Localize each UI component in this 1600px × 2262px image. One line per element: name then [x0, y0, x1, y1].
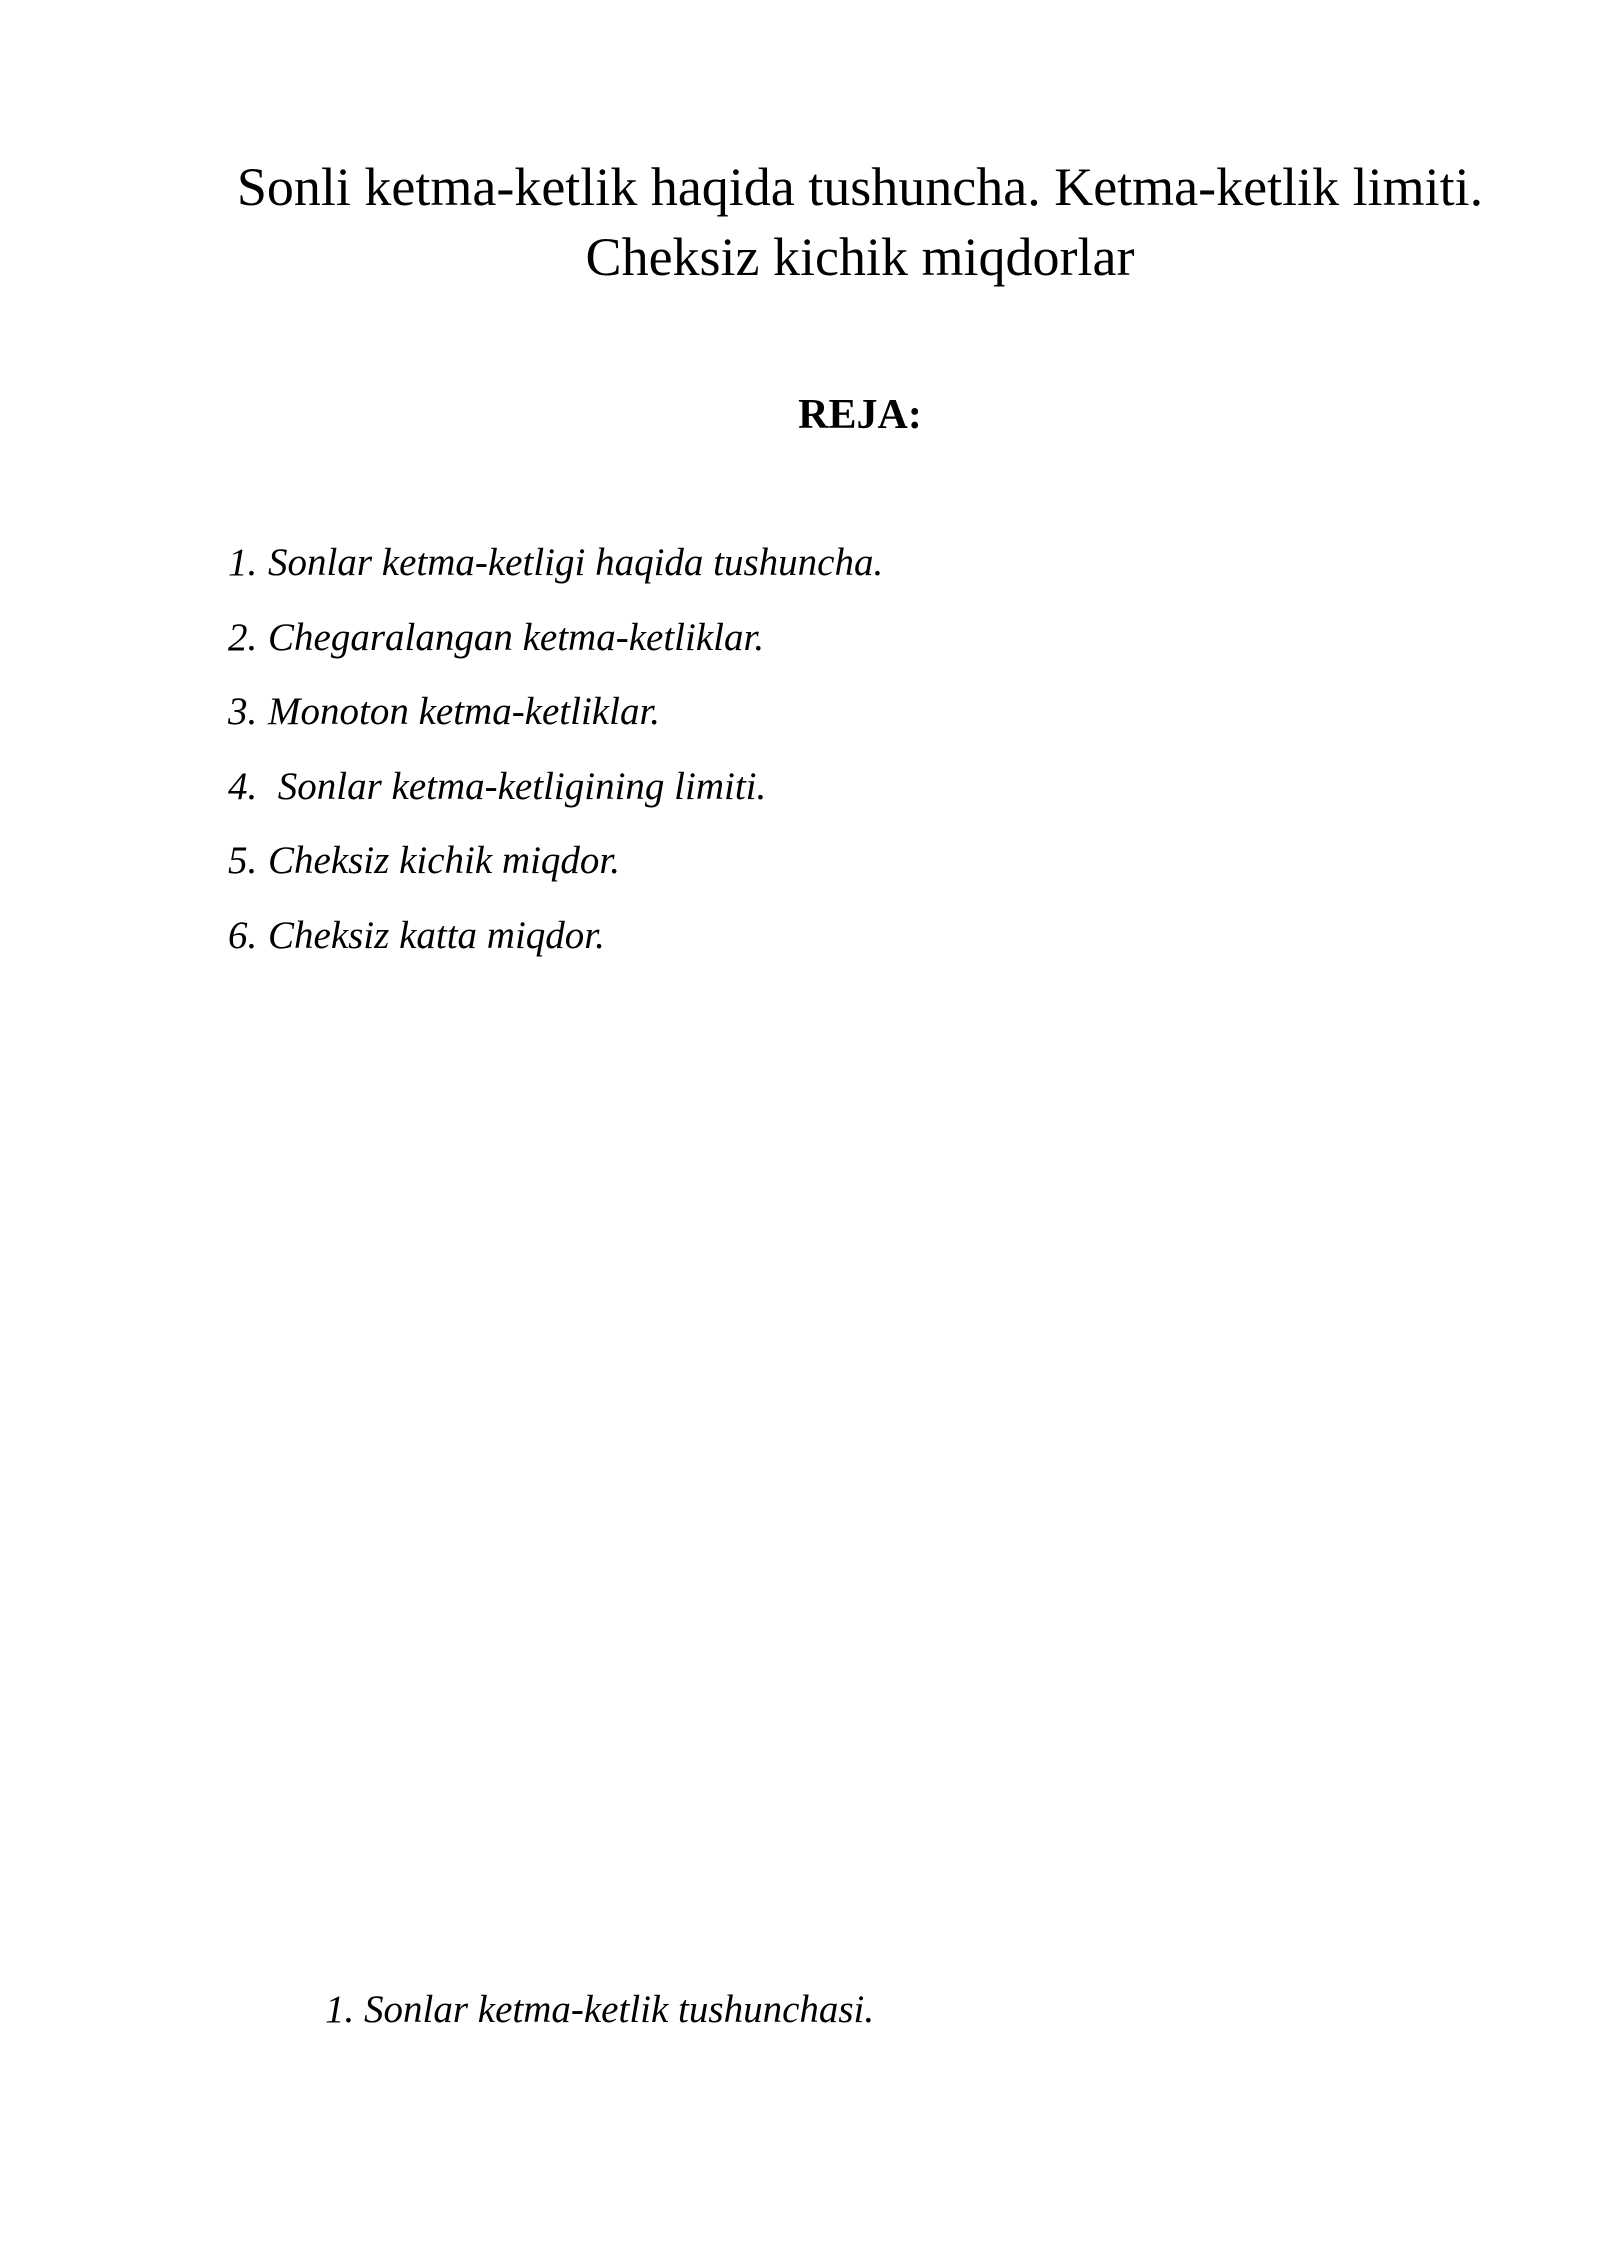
plan-item-text: Sonlar ketma-ketligi haqida tushuncha. — [268, 541, 884, 584]
plan-item-text: Sonlar ketma-ketligining limiti. — [268, 764, 767, 808]
plan-item-text: Monoton ketma-ketliklar. — [268, 690, 661, 734]
plan-item-text: Cheksiz kichik miqdor. — [268, 839, 621, 883]
plan-item — [228, 689, 883, 735]
plan-list — [228, 540, 883, 988]
plan-item-number: 1. — [228, 541, 258, 584]
plan-item — [228, 540, 883, 586]
plan-item — [228, 838, 883, 884]
plan-item — [228, 913, 883, 959]
plan-item — [228, 764, 883, 810]
plan-item-number: 4. — [228, 764, 258, 808]
plan-item-number: 6. — [228, 913, 258, 957]
plan-item-text: Cheksiz katta miqdor. — [268, 913, 605, 957]
plan-item-number: 2. — [228, 615, 258, 659]
plan-item — [228, 615, 883, 661]
section-heading: 1. Sonlar ketma-ketlik tushunchasi. — [325, 1988, 875, 2031]
plan-item-text: Chegaralangan ketma-ketliklar. — [268, 615, 765, 659]
plan-item-number: 5. — [228, 839, 258, 883]
plan-heading: REJA: — [798, 392, 922, 438]
document-title: Sonli ketma-ketlik haqida tushuncha. Ketma-ketlik limiti. Cheksiz kichik miqdorlar — [236, 157, 1484, 287]
plan-item-number: 3. — [228, 690, 258, 734]
